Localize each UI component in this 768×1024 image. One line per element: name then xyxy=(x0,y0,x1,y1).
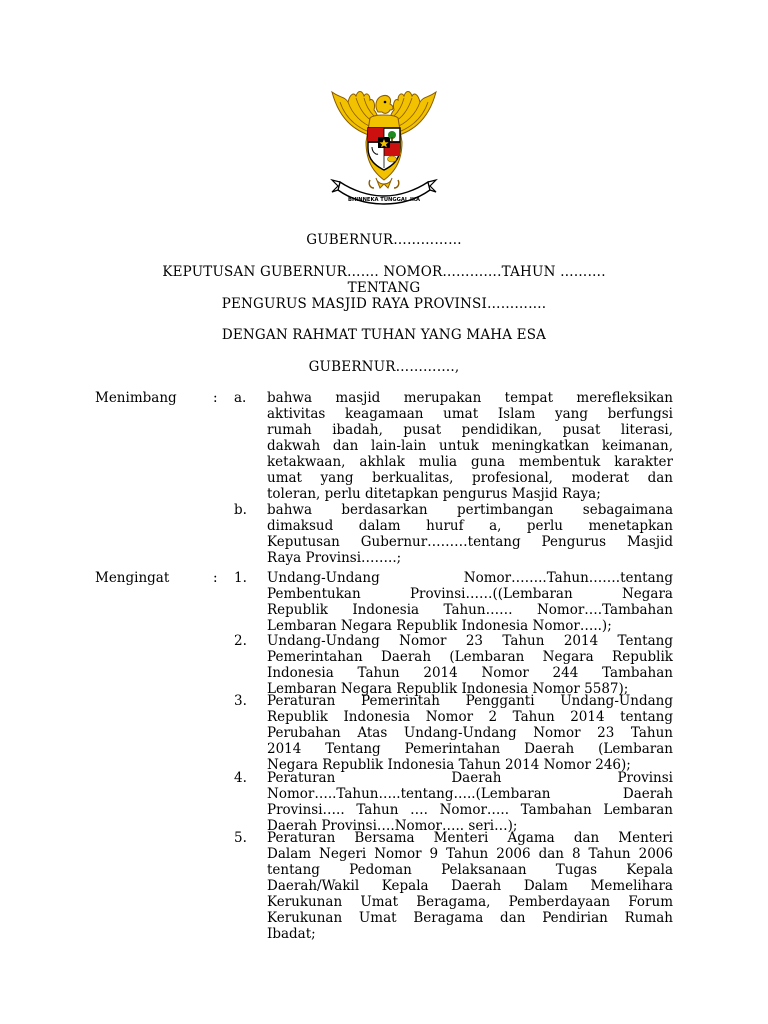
mengingat-marker-4: 4. xyxy=(234,770,247,786)
mengingat-item-5 xyxy=(267,830,673,942)
text-line: Daerah/Wakil Kepala Daerah Dalam Memelihara xyxy=(267,878,673,894)
text-line: Lembaran Negara Republik Indonesia Nomor 5587); xyxy=(267,681,629,697)
text-line: Lembaran Negara Republik Indonesia Nomor…..); xyxy=(267,618,612,634)
gubernur-title: GUBERNUR…………… xyxy=(306,232,462,248)
text-line: Republik Indonesia Nomor 2 Tahun 2014 tentang xyxy=(267,709,673,725)
text-line: Dalam Negeri Nomor 9 Tahun 2006 dan 8 Tahun 2006 xyxy=(267,846,673,862)
mengingat-label: Mengingat xyxy=(95,570,170,586)
text-line: Pemerintahan Daerah (Lembaran Negara Republik xyxy=(267,649,673,665)
text-line: Peraturan Bersama Menteri Agama dan Menteri xyxy=(267,830,673,846)
text-line: Kerukunan Umat Beragama dan Pendirian Rumah xyxy=(267,910,673,926)
mengingat-item-3 xyxy=(267,693,673,773)
rahmat-line: DENGAN RAHMAT TUHAN YANG MAHA ESA xyxy=(221,327,547,343)
menimbang-marker-b: b. xyxy=(234,502,247,518)
menimbang-marker-a: a. xyxy=(234,390,247,406)
mengingat-marker-2: 2. xyxy=(234,633,247,649)
text-line: rumah ibadah, pusat pendidikan, pusat literasi, xyxy=(267,422,673,438)
subject-title: PENGURUS MASJID RAYA PROVINSI…………. xyxy=(221,296,547,312)
menimbang-colon: : xyxy=(213,390,218,406)
mengingat-item-4 xyxy=(267,770,673,834)
mengingat-item-1 xyxy=(267,570,673,634)
tentang-title: TENTANG xyxy=(347,280,421,296)
mengingat-marker-5: 5. xyxy=(234,830,247,846)
text-line: Daerah Provinsi….Nomor….. seri…); xyxy=(267,818,518,834)
text-line: Peraturan Pemerintah Pengganti Undang-Undang xyxy=(267,693,673,709)
text-line: Pembentukan Provinsi……((Lembaran Negara xyxy=(267,586,673,602)
menimbang-item-b xyxy=(267,502,673,566)
text-line: ketakwaan, akhlak mulia guna membentuk karakter xyxy=(267,454,673,470)
text-line: tentang Pedoman Pelaksanaan Tugas Kepala xyxy=(267,862,673,878)
text-line: dakwah dan lain-lain untuk meningkatkan keimanan, xyxy=(267,438,673,454)
text-line: Nomor…..Tahun…..tentang…..(Lembaran Daerah xyxy=(267,786,673,802)
keputusan-title: KEPUTUSAN GUBERNUR……. NOMOR………….TAHUN ………. xyxy=(162,264,606,280)
mengingat-marker-1: 1. xyxy=(234,570,247,586)
mengingat-marker-3: 3. xyxy=(234,693,247,709)
text-line: umat yang berkualitas, profesional, moderat dan xyxy=(267,470,673,486)
text-line: Negara Republik Indonesia Tahun 2014 Nomor 246); xyxy=(267,757,631,773)
text-line: Undang-Undang Nomor 23 Tahun 2014 Tentang xyxy=(267,633,673,649)
text-line: Keputusan Gubernur………tentang Pengurus Masjid xyxy=(267,534,673,550)
text-line: Republik Indonesia Tahun…… Nomor….Tambahan xyxy=(267,602,673,618)
gubernur-line: GUBERNUR…………., xyxy=(308,359,460,375)
text-line: dimaksud dalam huruf a, perlu menetapkan xyxy=(267,518,673,534)
text-line: Peraturan Daerah Provinsi xyxy=(267,770,673,786)
text-line: Kerukunan Umat Beragama, Pemberdayaan Forum xyxy=(267,894,673,910)
text-line: Provinsi….. Tahun …. Nomor….. Tambahan Lembaran xyxy=(267,802,673,818)
menimbang-label: Menimbang xyxy=(95,390,177,406)
text-line: bahwa berdasarkan pertimbangan sebagaimana xyxy=(267,502,673,518)
text-line: Undang-Undang Nomor……..Tahun…….tentang xyxy=(267,570,673,586)
mengingat-item-2 xyxy=(267,633,673,697)
menimbang-item-a xyxy=(267,390,673,502)
text-line: Indonesia Tahun 2014 Nomor 244 Tambahan xyxy=(267,665,673,681)
garuda-emblem-icon xyxy=(318,84,450,212)
text-line: bahwa masjid merupakan tempat merefleksikan xyxy=(267,390,673,406)
text-line: Perubahan Atas Undang-Undang Nomor 23 Tahun xyxy=(267,725,673,741)
text-line: toleran, perlu ditetapkan pengurus Masjid Raya; xyxy=(267,486,601,502)
emblem-motto: BHINNEKA TUNGGAL IKA xyxy=(348,197,420,203)
text-line: 2014 Tentang Pemerintahan Daerah (Lembaran xyxy=(267,741,673,757)
text-line: Ibadat; xyxy=(267,926,316,942)
text-line: aktivitas keagamaan umat Islam yang berfungsi xyxy=(267,406,673,422)
mengingat-colon: : xyxy=(213,570,218,586)
text-line: Raya Provinsi……..; xyxy=(267,550,402,566)
